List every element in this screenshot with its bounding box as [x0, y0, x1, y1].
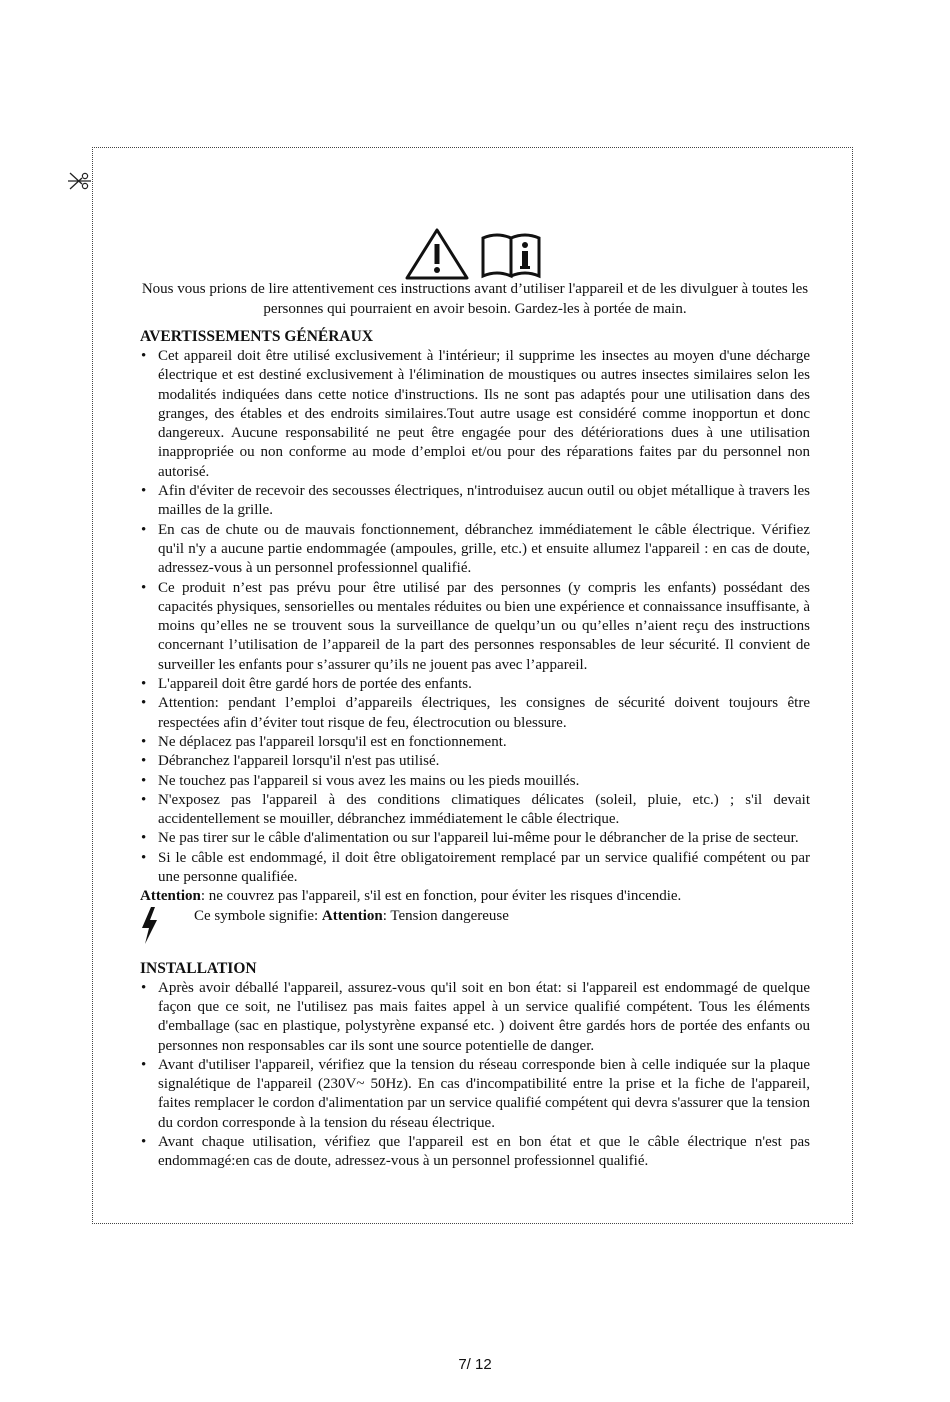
- list-item: • Ne pas tirer sur le câble d'alimentation ou sur l'appareil lui-même pour le débrancher de la prise de secteur.: [140, 829, 810, 848]
- list-item: • N'exposez pas l'appareil à des conditions climatiques délicates (soleil, pluie, etc.) ; s'il devait accidentellement se mouiller, débranchez immédiatement le câble électrique.: [140, 791, 810, 830]
- page-number: 7/ 12: [458, 1356, 492, 1373]
- list-item: • En cas de chute ou de mauvais fonctionnement, débranchez immédiatement le câble électrique. Vérifiez qu'il n'y a aucune partie endommagée (ampoules, grille, etc.) et ensuite allumez l'appareil : en cas de doute, adressez-vous à un personnel professionnel qualifié.: [140, 521, 810, 579]
- list-item: • Débranchez l'appareil lorsqu'il n'est pas utilisé.: [140, 752, 810, 771]
- list-item: • Attention: pendant l’emploi d’appareils électriques, les consignes de sécurité doivent toujours être respectées afin d’éviter tout risque de feu, électrocution ou blessure.: [140, 694, 810, 733]
- attention-text: : ne couvrez pas l'appareil, s'il est en fonction, pour éviter les risques d'incendie.: [200, 888, 682, 905]
- scissors-icon: [66, 170, 92, 192]
- installation-title: INSTALLATION: [140, 959, 257, 977]
- list-item: • Après avoir déballé l'appareil, assurez-vous qu'il soit en bon état: si l'appareil est endommagé de quelque façon que ce soit, ne l'utilisez pas mais faites appel à un service qualifié compétent. Tous les éléments d'emballage (sac en plastique, polystyrène expansé etc. ) doivent être gardés hors de portée des enfants ou personnes non responsables car ils sont une source potentielle de danger.: [140, 979, 810, 1056]
- list-item: • Avant chaque utilisation, vérifiez que l'appareil est en bon état et que le câble électrique n'est pas endommagé:en cas de doute, adressez-vous à un personnel professionnel qualifié.: [140, 1133, 810, 1172]
- attention-label: Attention: [140, 888, 201, 905]
- list-item: • Avant d'utiliser l'appareil, vérifiez que la tension du réseau corresponde bien à celle indiquée sur la plaque signalétique de l'appareil (230V~ 50Hz). En cas d'incompatibilité entre la prise et la fiche de l'appareil, faites remplacer le cordon d'alimentation par un service qualifié compétent qui devra s'assurer que la tension du cordon corresponde à la tension du réseau électrique.: [140, 1056, 810, 1133]
- warning-triangle-icon: [407, 230, 467, 278]
- list-item: • Si le câble est endommagé, il doit être obligatoirement remplacé par un service qualifié compétent ou par une personne qualifiée.: [140, 849, 810, 888]
- voltage-symbol-text: Ce symbole signifie: Attention: Tension dangereuse: [194, 907, 509, 924]
- installation-list: [140, 979, 810, 1172]
- list-item: • L'appareil doit être gardé hors de portée des enfants.: [140, 675, 810, 694]
- general-warnings-list: [140, 347, 810, 887]
- intro-text: Nous vous prions de lire attentivement ces instructions avant d’utiliser l'appareil et de les divulguer à toutes les personnes qui pourraient en avoir besoin. Gardez-les à portée de main.: [141, 281, 809, 317]
- list-item: • Afin d'éviter de recevoir des secousses électriques, n'introduisez aucun outil ou objet métallique à travers les mailles de la grille.: [140, 482, 810, 521]
- lightning-bolt-icon: [140, 907, 160, 945]
- list-item: • Ne touchez pas l'appareil si vous avez les mains ou les pieds mouillés.: [140, 772, 810, 791]
- manual-info-icon: [483, 235, 539, 276]
- list-item: • Ce produit n’est pas prévu pour être utilisé par des personnes (y compris les enfants) possédant des capacités physiques, sensorielles ou mentales réduites ou bien une expérience et connaissance insuffisante, à moins qu’elles ne se trouvent sous la surveillance de quelqu’un ou qu’elles n’aient reçu des instructions concernant l’utilisation de l’appareil de la part des personnes responsables de leur sécurité. Il convient de surveiller les enfants pour s’assurer qu’ils ne jouent pas avec l’appareil.: [140, 579, 810, 675]
- header-icons: [405, 228, 541, 280]
- attention-note: [140, 887, 810, 906]
- voltage-symbol-row: [140, 907, 810, 947]
- list-item: • Cet appareil doit être utilisé exclusivement à l'intérieur; il supprime les insectes au moyen d'une décharge électrique et est destiné exclusivement à l'élimination de moustiques ou autres insectes similaires selon les modalités indiquées dans cette notice d'instructions. Ils ne sont pas adaptés pour une utilisation dans des granges, des étables et des endroits similaires.Tout autre usage est considéré comme inopportun et donc dangereux. Aucune responsabilité ne peut être engagée pour des détériorations dues à une utilisation inappropriée ou non conforme au mode d’emploi et/ou pour des réparations faites par du personnel non autorisé.: [140, 347, 810, 482]
- list-item: • Ne déplacez pas l'appareil lorsqu'il est en fonctionnement.: [140, 733, 810, 752]
- general-warnings-title: AVERTISSEMENTS GÉNÉRAUX: [140, 328, 374, 345]
- content: [140, 327, 810, 1172]
